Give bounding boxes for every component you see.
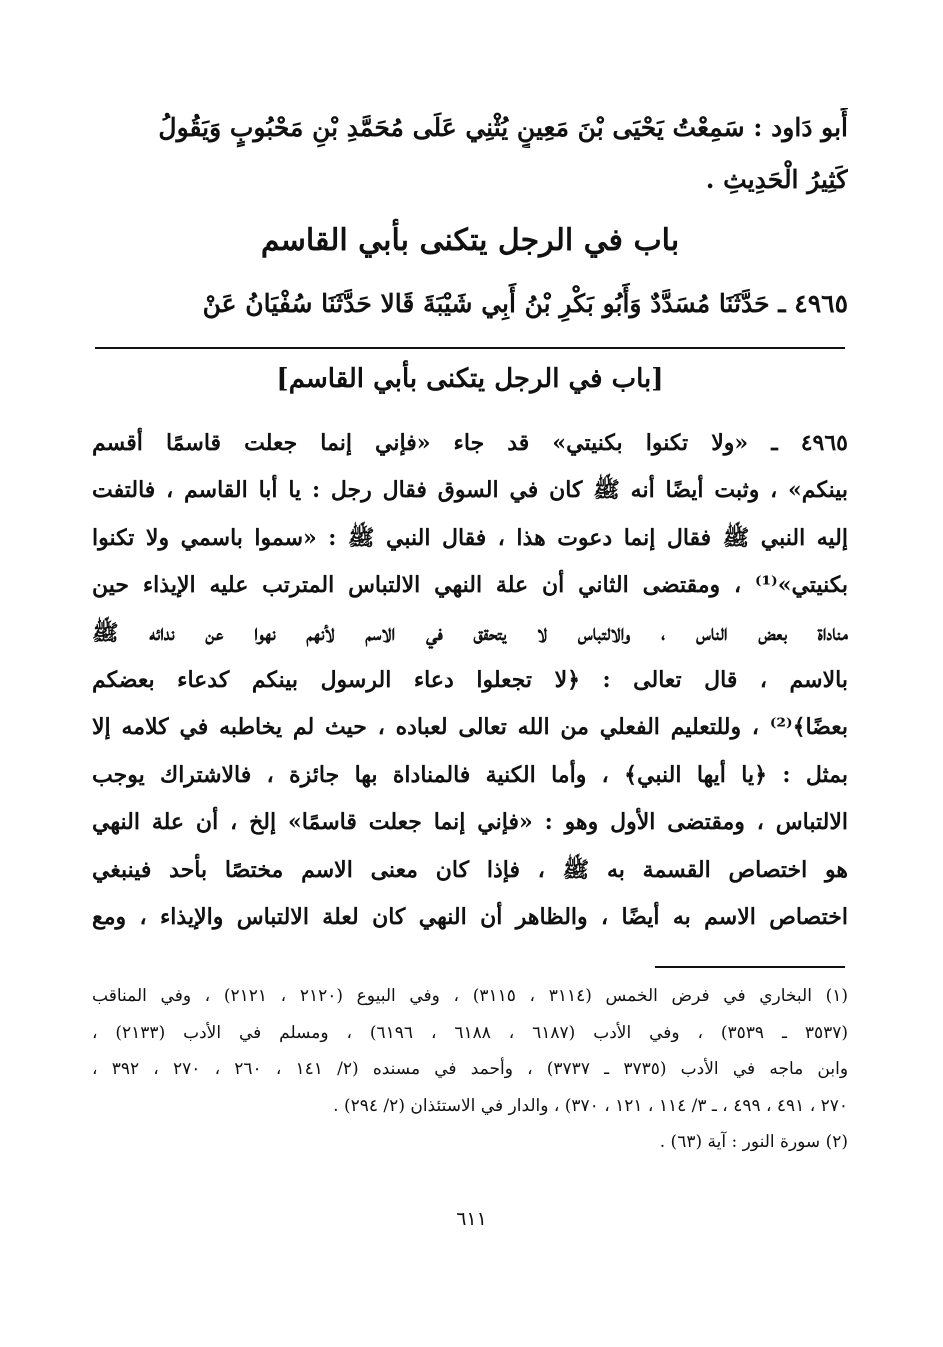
- commentary-line: اختصاص الاسم به أيضًا ، والظاهر أن النهي كان لعلة الالتباس والإيذاء ، ومع: [92, 903, 848, 930]
- footnote-line: (٢) سورة النور : آية (٦٣) .: [659, 1132, 848, 1152]
- commentary-line: مناداة بعض الناس ، والالتباس لا يتحقق في الاسم لأنهم نهوا عن ندائه ﷺ: [92, 619, 848, 646]
- text-commentary-divider: [95, 347, 845, 349]
- footnote-line: (١) البخاري في فرض الخمس (٣١١٤ ، ٣١١٥) ، وفي البيوع (٢١٢٠ ، ٢١٢١) ، وفي المناقب: [92, 986, 848, 1006]
- chapter-title: باب في الرجل يتكنى بأبي القاسم: [260, 223, 680, 258]
- commentary-chapter-title: [باب في الرجل يتكنى بأبي القاسم]: [276, 364, 664, 394]
- commentary-line: إليه النبي ﷺ فقال إنما دعوت هذا ، فقال النبي ﷺ : «سموا باسمي ولا تكنوا: [92, 524, 848, 551]
- commentary-line: هو اختصاص القسمة به ﷺ ، فإذا كان معنى الاسم مختصًا بأحد فينبغي: [92, 856, 848, 883]
- commentary-line: الالتباس ، ومقتضى الأول وهو : «فإني إنما جعلت قاسمًا» إلخ ، أن علة النهي: [92, 809, 848, 836]
- commentary-line: بالاسم ، قال تعالى : ﴿لا تجعلوا دعاء الرسول بينكم كدعاء بعضكم: [92, 666, 848, 693]
- commentary-line: بعضًا﴾⁽²⁾ ، وللتعليم الفعلي من الله تعالى لعباده ، حيث لم يخاطبه في كلامه إلا: [92, 714, 848, 741]
- commentary-line: بينكم» ، وثبت أيضًا أنه ﷺ كان في السوق فقال رجل : يا أبا القاسم ، فالتفت: [92, 477, 848, 504]
- footnote-line: (٣٥٣٧ ـ ٣٥٣٩) ، وفي الأدب (٦١٨٧ ، ٦١٨٨ ، ٦١٩٦) ، ومسلم في الأدب (٢١٣٣) ،: [92, 1022, 848, 1043]
- footnote-line: وابن ماجه في الأدب (٣٧٣٥ ـ ٣٧٣٧) ، وأحمد في مسنده (٢/ ١٤١ ، ٢٦٠ ، ٢٧٠ ، ٣٩٢ ،: [92, 1059, 848, 1079]
- hadith-text-line: كَثِيرُ الْحَدِيثِ .: [705, 165, 848, 194]
- footnotes: [92, 978, 848, 1161]
- footnote-line: ٢٧٠ ، ٤٩١ ، ٤٩٩ ، ـ ٣/ ١١٤ ، ١٢١ ، ٣٧٠) ، والدار في الاستئذان (٢/ ٢٩٤) .: [333, 1095, 848, 1116]
- hadith-chain-line: ٤٩٦٥ ـ حَدَّثَنَا مُسَدَّدٌ وَأَبُو بَكْرِ بْنُ أَبِي شَيْبَةَ قَالا حَدَّثَنَا سُفْيَانُ عَنْ: [202, 289, 848, 318]
- hadith-text-line: أَبو دَاود : سَمِعْتُ يَحْيَى بْنَ مَعِينٍ يُثْنِي عَلَى مُحَمَّدِ بْنِ مَحْبُوبٍ وَيَقُولُ: [158, 113, 848, 142]
- page-number: ٦١١: [456, 1208, 487, 1230]
- commentary-body: [92, 420, 848, 941]
- commentary-line: بمثل : ﴿يا أيها النبي﴾ ، وأما الكنية فالمناداة بها جائزة ، فالاشتراك يوجب: [92, 761, 848, 788]
- footnote-divider: [655, 966, 845, 968]
- commentary-line: ٤٩٦٥ ـ «ولا تكنوا بكنيتي» قد جاء «فإني إنما جعلت قاسمًا أقسم: [92, 430, 848, 456]
- commentary-line: بكنيتي»⁽¹⁾ ، ومقتضى الثاني أن علة النهي الالتباس المترتب عليه الإيذاء حين: [92, 572, 848, 599]
